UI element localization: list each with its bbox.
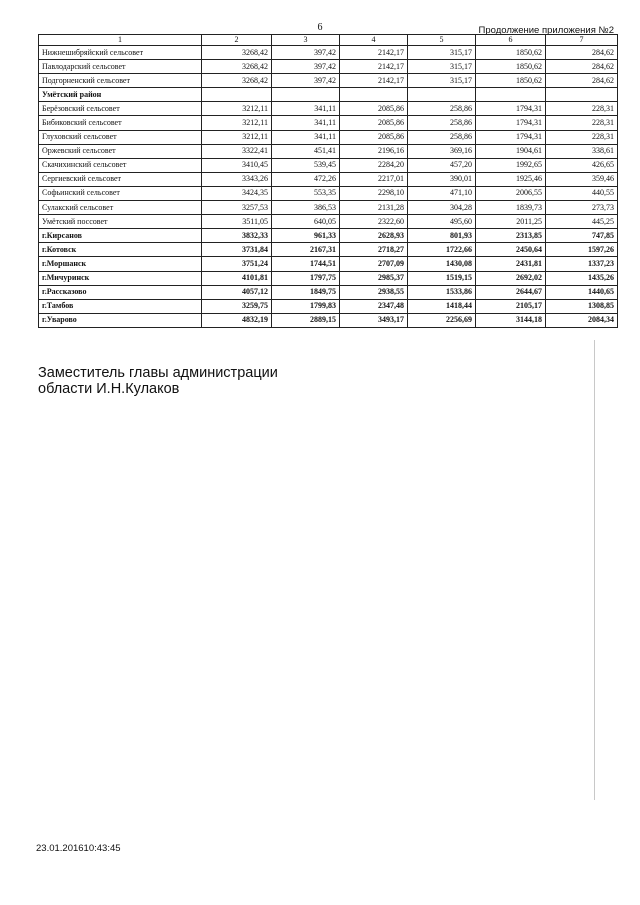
value-cell: 1533,86: [408, 285, 476, 299]
value-cell: 553,35: [272, 186, 340, 200]
appendix-label: Продолжение приложения №2: [478, 25, 614, 36]
value-cell: 3144,18: [476, 313, 546, 327]
value-cell: 1849,75: [272, 285, 340, 299]
value-cell: 284,62: [546, 60, 618, 74]
value-cell: 258,86: [408, 116, 476, 130]
page-number: 6: [317, 22, 323, 33]
value-cell: 1597,26: [546, 243, 618, 257]
value-cell: 2196,16: [340, 144, 408, 158]
value-cell: 3493,17: [340, 313, 408, 327]
value-cell: 2085,86: [340, 102, 408, 116]
table-body: [39, 46, 618, 328]
value-cell: 338,61: [546, 144, 618, 158]
value-cell: 1519,15: [408, 271, 476, 285]
table-row: [39, 116, 618, 130]
value-cell: [202, 88, 272, 102]
value-cell: 2084,34: [546, 313, 618, 327]
row-name-cell: Берёзовский сельсовет: [39, 102, 202, 116]
value-cell: [340, 88, 408, 102]
column-number: 3: [272, 35, 340, 46]
section-row: [39, 88, 618, 102]
value-cell: 3424,35: [202, 186, 272, 200]
value-cell: 2889,15: [272, 313, 340, 327]
column-number: 5: [408, 35, 476, 46]
value-cell: 3731,84: [202, 243, 272, 257]
row-name-cell: Умётский район: [39, 88, 202, 102]
row-name-cell: Софьинский сельсовет: [39, 186, 202, 200]
value-cell: 1435,26: [546, 271, 618, 285]
value-cell: 2938,55: [340, 285, 408, 299]
table-row: [39, 313, 618, 327]
row-name-cell: г.Мичуринск: [39, 271, 202, 285]
value-cell: 3268,42: [202, 74, 272, 88]
value-cell: 258,86: [408, 130, 476, 144]
row-name-cell: Бибиковский сельсовет: [39, 116, 202, 130]
value-cell: [476, 88, 546, 102]
row-name-cell: Оржевский сельсовет: [39, 144, 202, 158]
value-cell: 2450,64: [476, 243, 546, 257]
value-cell: 2692,02: [476, 271, 546, 285]
value-cell: 4832,19: [202, 313, 272, 327]
value-cell: 3343,26: [202, 172, 272, 186]
table-row: [39, 102, 618, 116]
value-cell: 3212,11: [202, 102, 272, 116]
column-number: 4: [340, 35, 408, 46]
value-cell: 1794,31: [476, 130, 546, 144]
value-cell: 747,85: [546, 229, 618, 243]
value-cell: 315,17: [408, 46, 476, 60]
table-row: [39, 201, 618, 215]
value-cell: 284,62: [546, 46, 618, 60]
value-cell: 1839,73: [476, 201, 546, 215]
value-cell: 4101,81: [202, 271, 272, 285]
value-cell: 2011,25: [476, 215, 546, 229]
column-number: 1: [39, 35, 202, 46]
value-cell: 472,26: [272, 172, 340, 186]
value-cell: 1850,62: [476, 60, 546, 74]
value-cell: 4057,12: [202, 285, 272, 299]
value-cell: 471,10: [408, 186, 476, 200]
table-row: [39, 229, 618, 243]
value-cell: 1925,46: [476, 172, 546, 186]
value-cell: 3832,33: [202, 229, 272, 243]
value-cell: 2718,27: [340, 243, 408, 257]
value-cell: 1850,62: [476, 46, 546, 60]
value-cell: 1744,51: [272, 257, 340, 271]
value-cell: 228,31: [546, 116, 618, 130]
value-cell: 3212,11: [202, 116, 272, 130]
value-cell: 445,25: [546, 215, 618, 229]
signature-line-2: области И.Н.Кулаков: [38, 381, 180, 397]
value-cell: 440,55: [546, 186, 618, 200]
value-cell: 1440,65: [546, 285, 618, 299]
value-cell: 1799,83: [272, 299, 340, 313]
value-cell: 2217,01: [340, 172, 408, 186]
table-row: [39, 46, 618, 60]
value-cell: 2142,17: [340, 60, 408, 74]
value-cell: 3511,05: [202, 215, 272, 229]
value-cell: 1992,65: [476, 158, 546, 172]
value-cell: 2431,81: [476, 257, 546, 271]
value-cell: 3257,53: [202, 201, 272, 215]
row-name-cell: Подгорненский сельсовет: [39, 74, 202, 88]
row-name-cell: г.Моршанск: [39, 257, 202, 271]
table-row: [39, 215, 618, 229]
value-cell: 961,33: [272, 229, 340, 243]
value-cell: 3410,45: [202, 158, 272, 172]
value-cell: 3268,42: [202, 60, 272, 74]
row-name-cell: Умётский поссовет: [39, 215, 202, 229]
value-cell: 2985,37: [340, 271, 408, 285]
value-cell: 2085,86: [340, 130, 408, 144]
value-cell: 539,45: [272, 158, 340, 172]
value-cell: 3268,42: [202, 46, 272, 60]
value-cell: 451,41: [272, 144, 340, 158]
value-cell: 1797,75: [272, 271, 340, 285]
data-table: [38, 34, 618, 328]
scan-artifact-line: [594, 340, 595, 800]
row-name-cell: Глуховский сельсовет: [39, 130, 202, 144]
value-cell: 315,17: [408, 60, 476, 74]
row-name-cell: Сергиевский сельсовет: [39, 172, 202, 186]
value-cell: 386,53: [272, 201, 340, 215]
value-cell: 258,86: [408, 102, 476, 116]
value-cell: 3322,41: [202, 144, 272, 158]
value-cell: 3751,24: [202, 257, 272, 271]
value-cell: 457,20: [408, 158, 476, 172]
value-cell: 390,01: [408, 172, 476, 186]
value-cell: 3212,11: [202, 130, 272, 144]
value-cell: 359,46: [546, 172, 618, 186]
value-cell: 801,93: [408, 229, 476, 243]
value-cell: 1794,31: [476, 116, 546, 130]
value-cell: 228,31: [546, 130, 618, 144]
row-name-cell: г.Тамбов: [39, 299, 202, 313]
value-cell: 2322,60: [340, 215, 408, 229]
value-cell: 495,60: [408, 215, 476, 229]
row-name-cell: г.Котовск: [39, 243, 202, 257]
table-row: [39, 172, 618, 186]
value-cell: 1308,85: [546, 299, 618, 313]
value-cell: 2347,48: [340, 299, 408, 313]
column-number-row: [39, 35, 618, 46]
value-cell: 640,05: [272, 215, 340, 229]
table-row: [39, 60, 618, 74]
value-cell: 1904,61: [476, 144, 546, 158]
value-cell: [546, 88, 618, 102]
value-cell: 315,17: [408, 74, 476, 88]
column-number: 7: [546, 35, 618, 46]
row-name-cell: Скачихинский сельсовет: [39, 158, 202, 172]
value-cell: 341,11: [272, 102, 340, 116]
value-cell: 397,42: [272, 74, 340, 88]
value-cell: 2298,10: [340, 186, 408, 200]
row-name-cell: г.Уварово: [39, 313, 202, 327]
value-cell: 2131,28: [340, 201, 408, 215]
row-name-cell: Нижнешибряйский сельсовет: [39, 46, 202, 60]
row-name-cell: Сулакский сельсовет: [39, 201, 202, 215]
value-cell: 397,42: [272, 60, 340, 74]
value-cell: 2142,17: [340, 74, 408, 88]
value-cell: 397,42: [272, 46, 340, 60]
value-cell: 2006,55: [476, 186, 546, 200]
table-row: [39, 74, 618, 88]
value-cell: 2707,09: [340, 257, 408, 271]
value-cell: 1337,23: [546, 257, 618, 271]
value-cell: 369,16: [408, 144, 476, 158]
value-cell: 1418,44: [408, 299, 476, 313]
table-row: [39, 257, 618, 271]
value-cell: 1722,66: [408, 243, 476, 257]
value-cell: 304,28: [408, 201, 476, 215]
signature-line-1: Заместитель главы администрации: [38, 365, 278, 381]
value-cell: 1794,31: [476, 102, 546, 116]
table-row: [39, 186, 618, 200]
value-cell: 284,62: [546, 74, 618, 88]
row-name-cell: г.Кирсанов: [39, 229, 202, 243]
value-cell: 228,31: [546, 102, 618, 116]
table-row: [39, 144, 618, 158]
table-row: [39, 299, 618, 313]
value-cell: 1430,08: [408, 257, 476, 271]
value-cell: 273,73: [546, 201, 618, 215]
value-cell: 3259,75: [202, 299, 272, 313]
value-cell: 2313,85: [476, 229, 546, 243]
table-row: [39, 243, 618, 257]
table-row: [39, 158, 618, 172]
table-row: [39, 271, 618, 285]
value-cell: 2256,69: [408, 313, 476, 327]
value-cell: 2644,67: [476, 285, 546, 299]
table-row: [39, 285, 618, 299]
row-name-cell: Павлодарский сельсовет: [39, 60, 202, 74]
value-cell: 2167,31: [272, 243, 340, 257]
column-number: 6: [476, 35, 546, 46]
value-cell: 2628,93: [340, 229, 408, 243]
table-row: [39, 130, 618, 144]
value-cell: 426,65: [546, 158, 618, 172]
signature-block: [38, 365, 278, 397]
print-timestamp: 23.01.201610:43:45: [36, 843, 121, 854]
value-cell: 1850,62: [476, 74, 546, 88]
value-cell: 2105,17: [476, 299, 546, 313]
value-cell: 2085,86: [340, 116, 408, 130]
value-cell: 2142,17: [340, 46, 408, 60]
value-cell: 341,11: [272, 130, 340, 144]
value-cell: 2284,20: [340, 158, 408, 172]
value-cell: [408, 88, 476, 102]
column-number: 2: [202, 35, 272, 46]
row-name-cell: г.Рассказово: [39, 285, 202, 299]
value-cell: [272, 88, 340, 102]
value-cell: 341,11: [272, 116, 340, 130]
